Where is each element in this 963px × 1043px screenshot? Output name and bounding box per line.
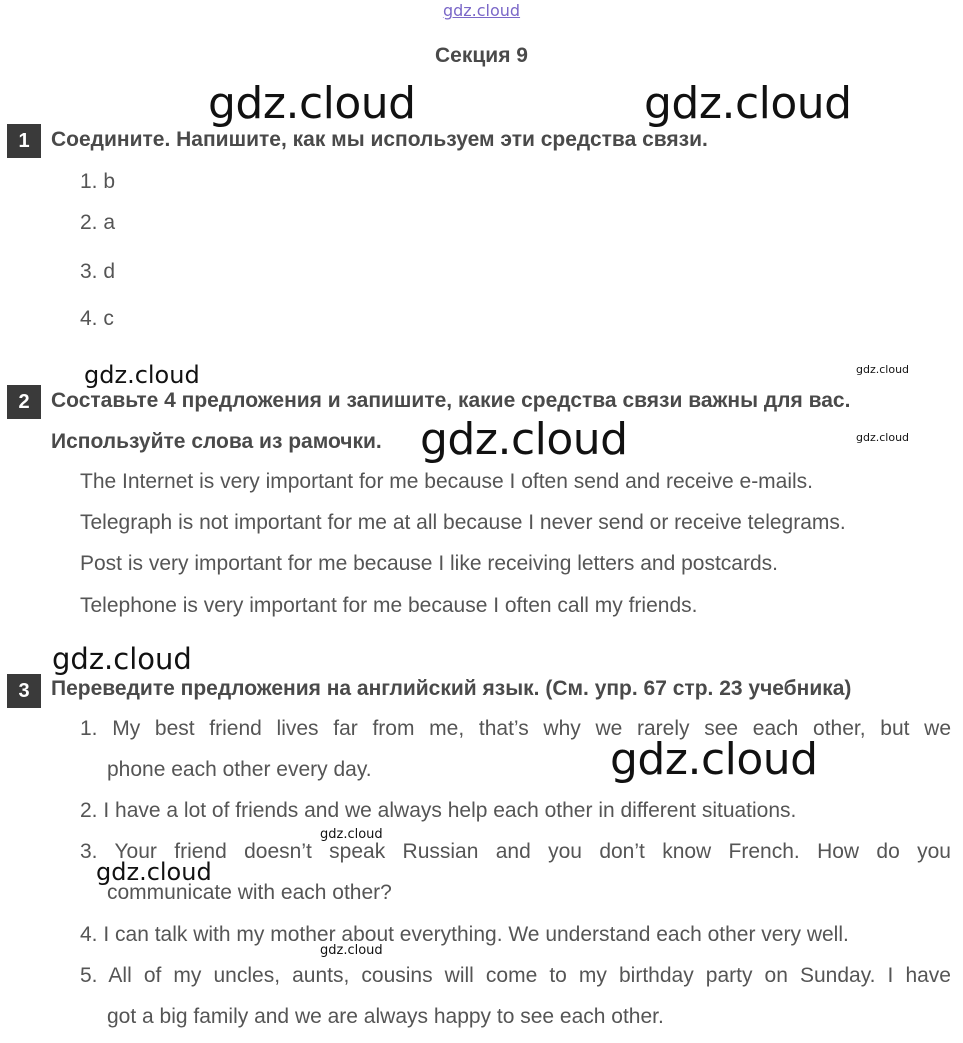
task-3-line: 3. Your friend doesn’t speak Russian and you don’t know French. How do you <box>80 840 951 863</box>
task-3-line: 5. All of my uncles, aunts, cousins will come to my birthday party on Sunday. I have <box>80 964 951 987</box>
task-1-heading: Соедините. Напишите, как мы используем эти средства связи. <box>51 128 708 151</box>
watermark: gdz.cloud <box>320 943 383 958</box>
task-2-heading: Составьте 4 предложения и запишите, какие средства связи важны для вас. <box>51 389 851 412</box>
task-1-number: 1 <box>7 124 41 158</box>
task-3-line: 2. I have a lot of friends and we always help each other in different situations. <box>80 799 797 822</box>
task-3-heading: Переведите предложения на английский язык. (См. упр. 67 стр. 23 учебника) <box>51 677 852 700</box>
watermark: gdz.cloud <box>610 734 818 785</box>
watermark: gdz.cloud <box>420 414 628 465</box>
task-2-answer: The Internet is very important for me because I often send and receive e-mails. <box>80 470 814 493</box>
task-2-subheading: Используйте слова из рамочки. <box>51 430 382 453</box>
task-1-answer: 2. a <box>80 211 116 234</box>
task-3-line: 1. My best friend lives far from me, that’s why we rarely see each other, but we <box>80 717 951 740</box>
watermark: gdz.cloud <box>96 858 212 886</box>
section-title: Секция 9 <box>435 44 528 67</box>
watermark: gdz.cloud <box>208 78 416 129</box>
task-1-answer: 3. d <box>80 260 116 283</box>
watermark: gdz.cloud <box>856 363 910 376</box>
task-2-number: 2 <box>7 385 41 419</box>
top-watermark: gdz.cloud <box>442 1 521 20</box>
watermark: gdz.cloud <box>320 827 383 842</box>
task-3-line: got a big family and we are always happy to see each other. <box>107 1005 664 1028</box>
task-1-answer: 4. c <box>80 307 114 330</box>
watermark: gdz.cloud <box>644 78 852 129</box>
watermark: gdz.cloud <box>52 642 192 676</box>
task-2-answer: Telephone is very important for me because I often call my friends. <box>80 594 698 617</box>
task-2-answer: Telegraph is not important for me at all because I never send or receive telegrams. <box>80 511 846 534</box>
task-3-number: 3 <box>7 674 41 708</box>
task-3-line: communicate with each other? <box>107 881 392 904</box>
task-3-line: phone each other every day. <box>107 758 372 781</box>
task-2-answer: Post is very important for me because I like receiving letters and postcards. <box>80 552 778 575</box>
watermark: gdz.cloud <box>84 361 200 389</box>
task-1-answer: 1. b <box>80 170 116 193</box>
task-3-line: 4. I can talk with my mother about everything. We understand each other very well. <box>80 923 849 946</box>
watermark: gdz.cloud <box>856 431 910 444</box>
